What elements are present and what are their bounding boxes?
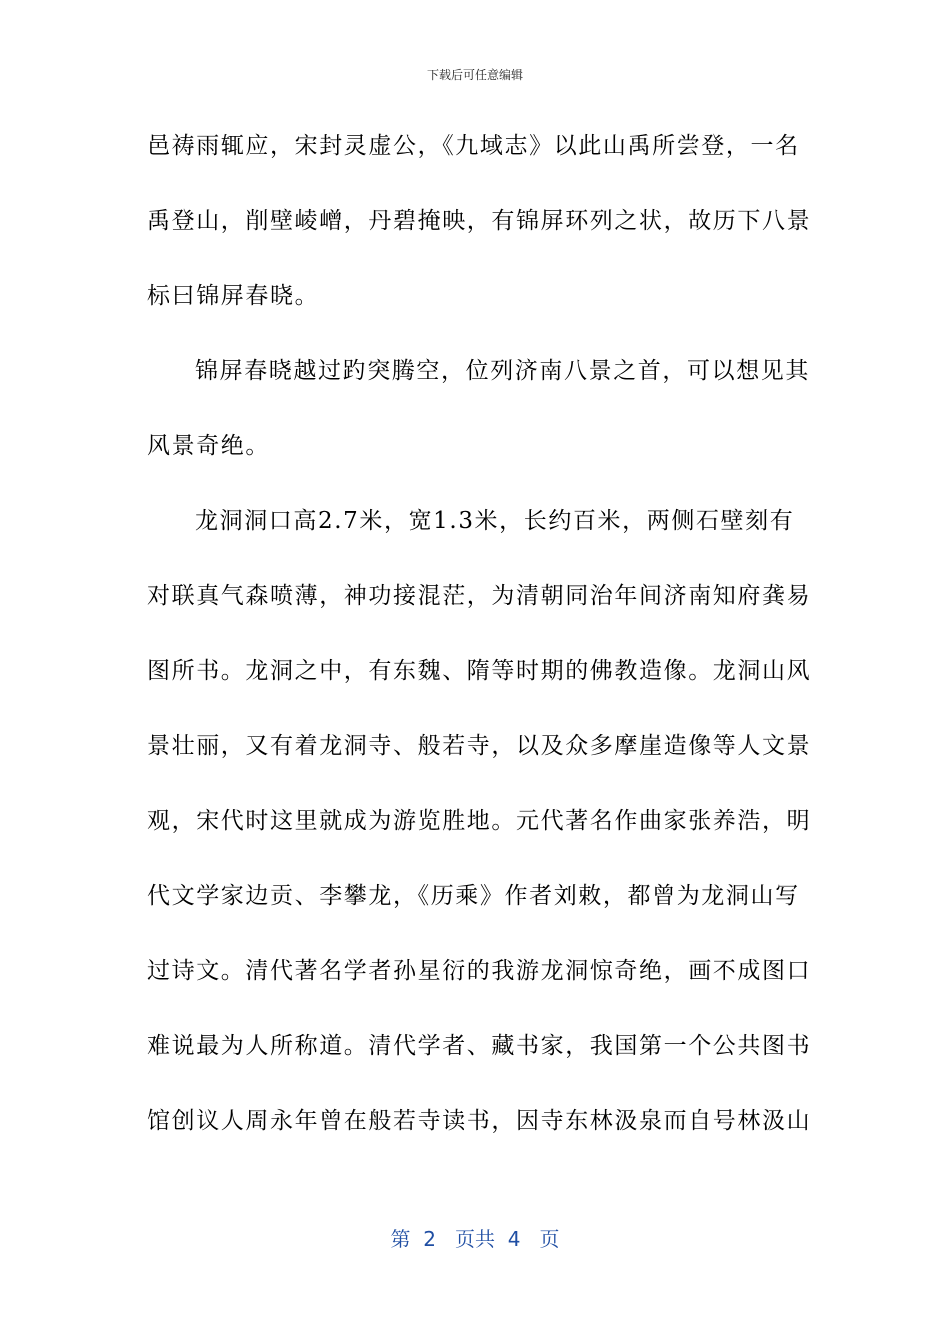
text-line: 馆创议人周永年曾在般若寺读书，因寺东林汲泉而自号林汲山 [147, 1108, 812, 1134]
page-indicator: 第 2 页共 4 页 [390, 1227, 560, 1251]
header-note: 下载后可任意编辑 [426, 68, 523, 82]
text-line: 代文学家边贡、李攀龙，《历乘》作者刘敕，都曾为龙洞山写 [147, 883, 800, 909]
text-line: 标曰锦屏春晓。 [147, 283, 320, 309]
text-line: 邑祷雨辄应，宋封灵虚公，《九域志》以此山禹所尝登，一名 [147, 133, 800, 159]
text-line: 图所书。龙洞之中，有东魏、隋等时期的佛教造像。龙洞山风 [147, 658, 812, 684]
text-line: 禹登山，削壁崚嶒，丹碧掩映，有锦屏环列之状，故历下八景 [147, 208, 812, 234]
text-line: 过诗文。清代著名学者孙星衍的我游龙洞惊奇绝，画不成图口 [147, 958, 812, 984]
document-body [147, 120, 812, 1170]
text-line: 难说最为人所称道。清代学者、藏书家，我国第一个公共图书 [147, 1033, 812, 1059]
paragraph-start-line: 锦屏春晓越过趵突腾空，位列济南八景之首，可以想见其 [195, 358, 810, 384]
text-line: 观，宋代时这里就成为游览胜地。元代著名作曲家张养浩，明 [147, 808, 812, 834]
paragraph-start-line: 龙洞洞口高2.7米，宽1.3米，长约百米，两侧石壁刻有 [195, 508, 795, 534]
text-line: 风景奇绝。 [147, 433, 270, 459]
text-line: 景壮丽，又有着龙洞寺、般若寺，以及众多摩崖造像等人文景 [147, 733, 812, 759]
text-line: 对联真气森喷薄，神功接混茫，为清朝同治年间济南知府龚易 [147, 583, 812, 609]
